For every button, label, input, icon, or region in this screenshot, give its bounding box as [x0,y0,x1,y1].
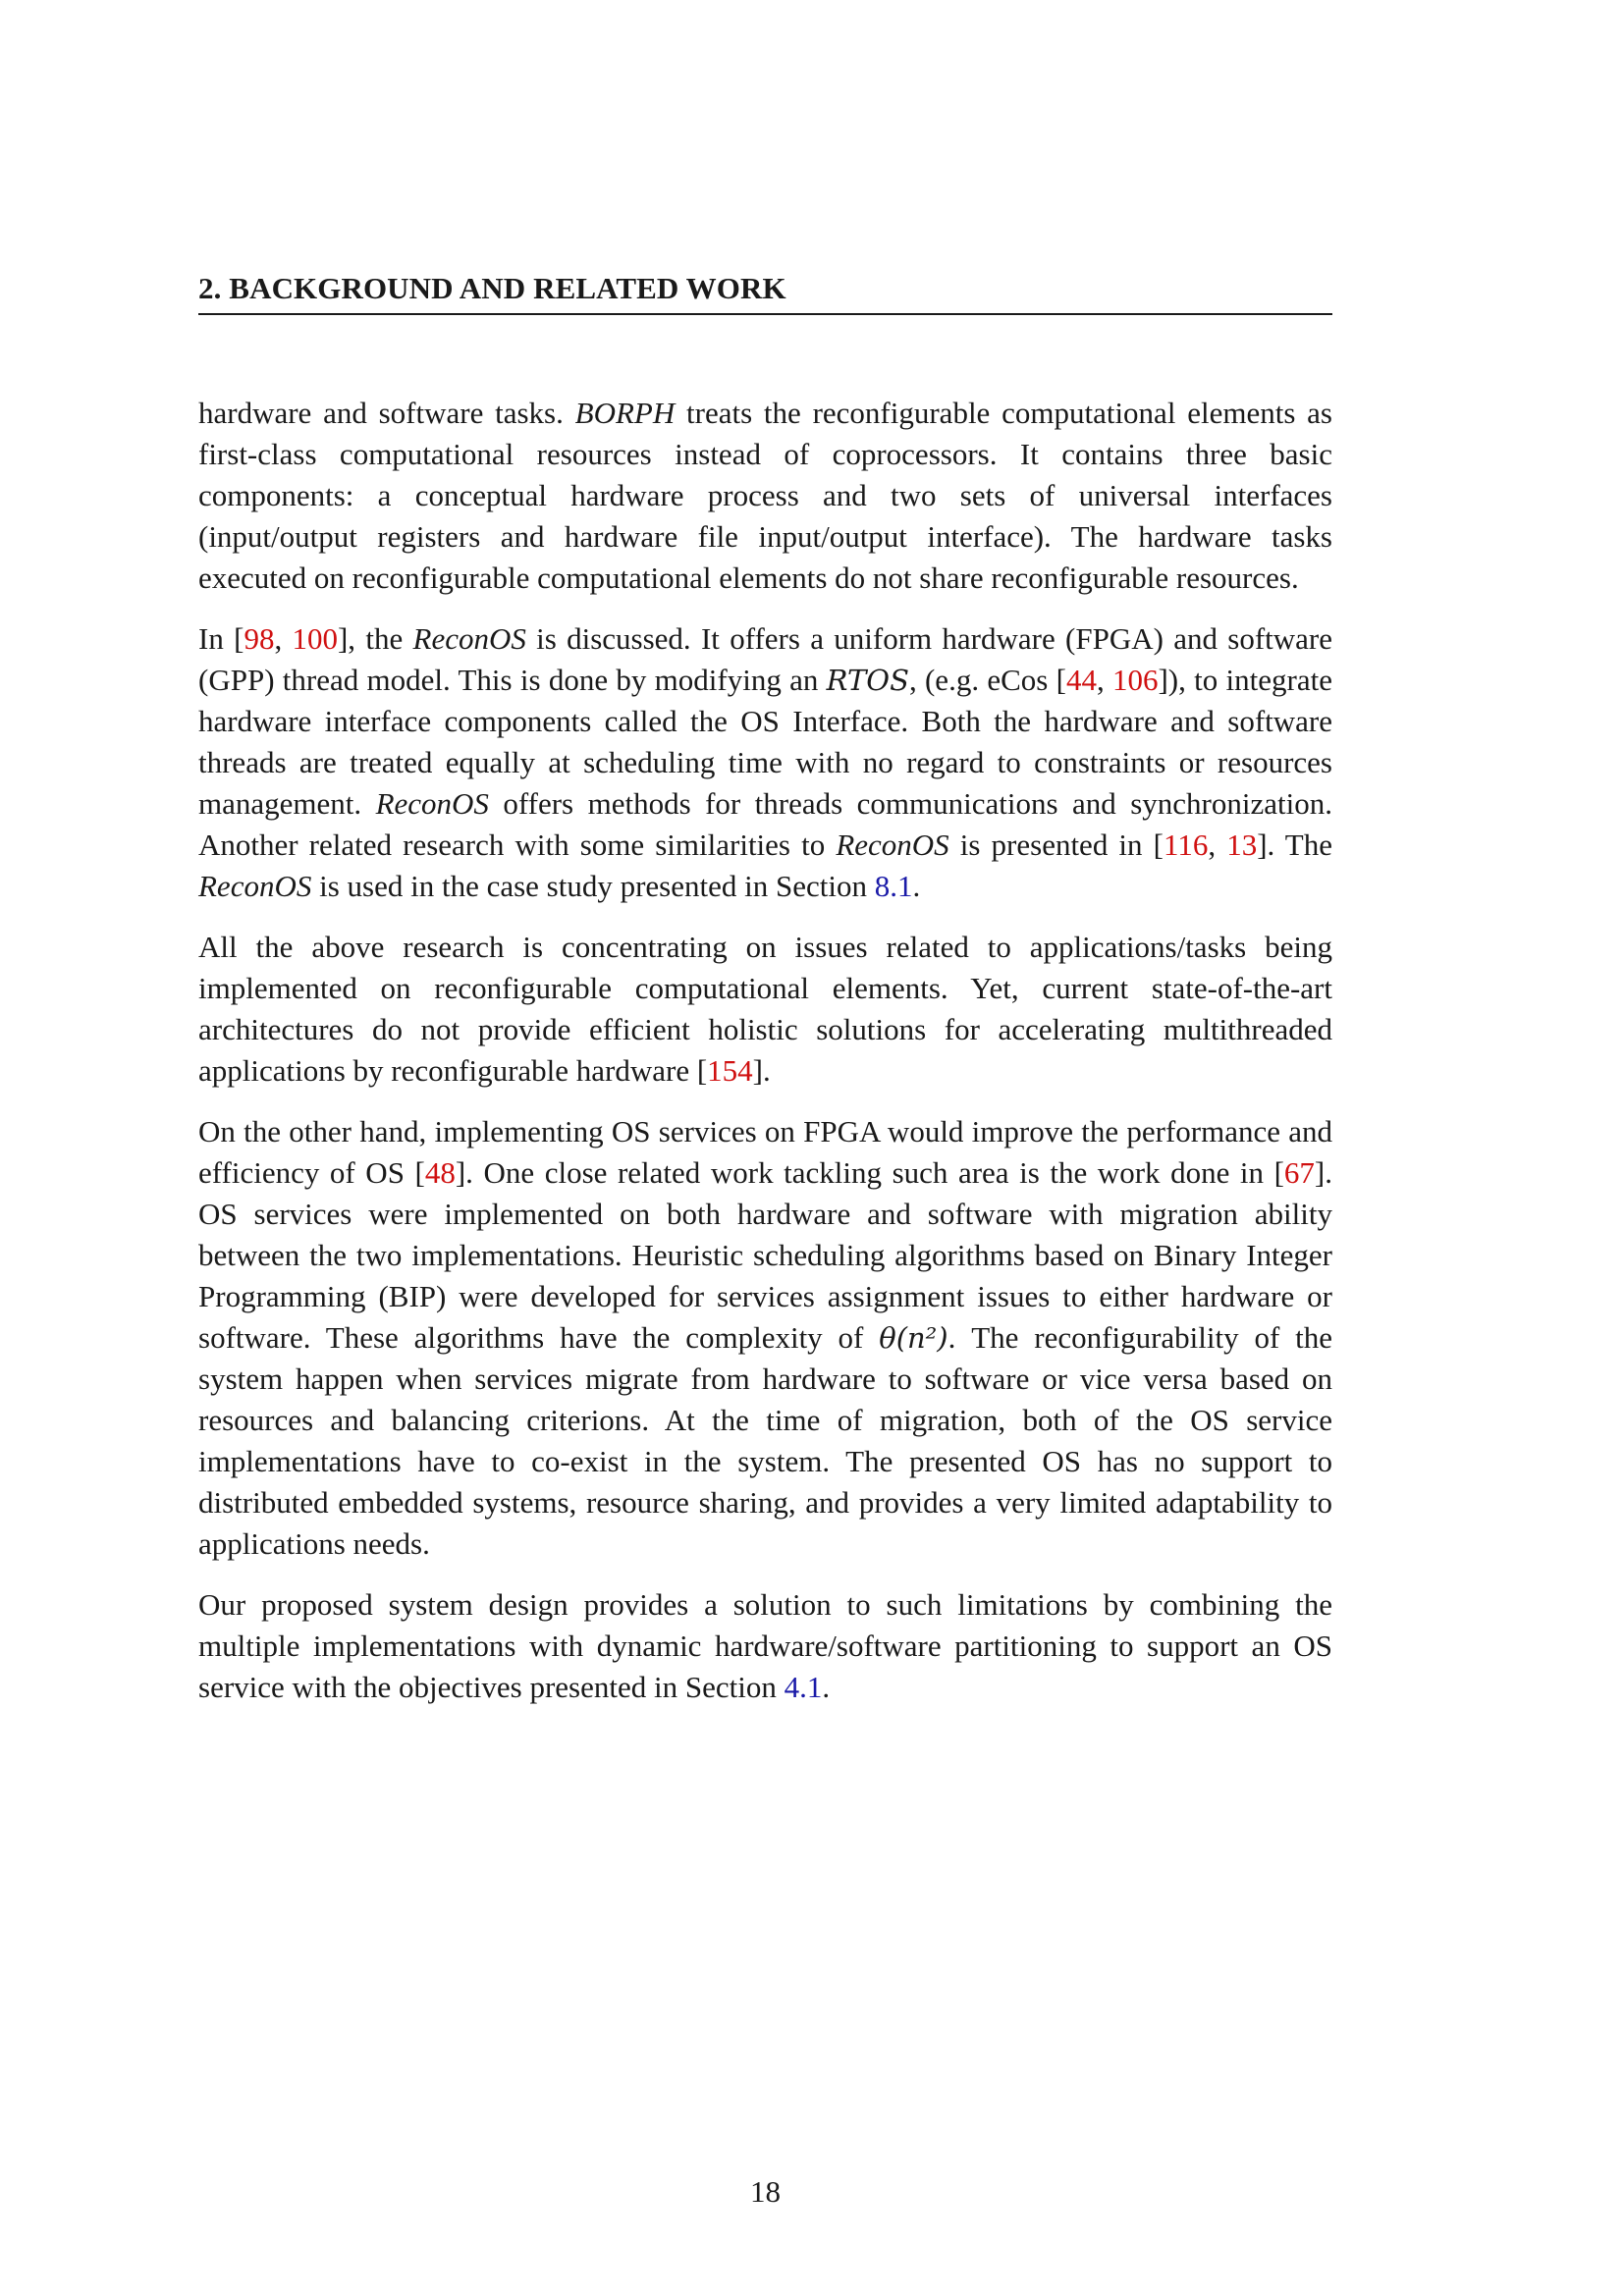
text-run: . [912,869,921,903]
paragraph [198,618,1332,907]
text-run: ]. OS services were implemented on both hardware and software with migration ability between the two implementations. Heuristic scheduling algorithms based on Binary Integer Programming (BIP) were developed for services assignment issues to either hardware or software. These algorithms have the complexity of [198,1155,1332,1355]
emphasis: ReconOS [375,786,489,821]
citation-link[interactable]: 67 [1283,1155,1315,1190]
text-run: ]. The [1257,828,1333,862]
paragraph [198,1584,1332,1708]
section-link[interactable]: 4.1 [784,1670,823,1704]
math-expression: RTOS [826,664,909,697]
citation-link[interactable]: 116 [1163,828,1209,862]
text-run: On the other hand, implementing OS services on FPGA would improve the performance and efficiency of OS [ [198,1114,1332,1190]
body-text [198,393,1332,1728]
paragraph [198,1111,1332,1565]
document-page [198,0,1332,2296]
paragraph [198,393,1332,599]
section-link[interactable]: 8.1 [874,869,913,903]
text-run: offers methods for threads communications and synchronization. Another related research with some similarities to [198,786,1332,862]
math-expression: θ(n²) [879,1321,948,1355]
text-run: ]. [752,1053,771,1088]
text-run: ]), to integrate hardware interface components called the OS Interface. Both the hardware and software threads are treated equally at scheduling time with no regard to constraints or resources management. [198,663,1332,821]
citation-link[interactable]: 98 [244,621,275,656]
text-run: , [274,621,293,656]
text-run: . [822,1670,831,1704]
text-run: Our proposed system design provides a solution to such limitations by combining the multiple implementations with dynamic hardware/software partitioning to support an OS service with the objectives presented in Section [198,1587,1332,1704]
text-run: is discussed. It offers a uniform hardware (FPGA) and software (GPP) thread model. This is done by modifying an [198,621,1332,697]
citation-link[interactable]: 106 [1111,663,1159,697]
text-run: . The reconfigurability of the system happen when services migrate from hardware to software or vice versa based on resources and balancing criterions. At the time of migration, both of the OS service implementations have to co-exist in the system. The presented OS has no support to distributed embedded systems, resource sharing, and provides a very limited adaptability to applications needs. [198,1320,1333,1561]
citation-link[interactable]: 100 [292,621,338,656]
text-run: , [1096,663,1112,697]
page-number: 18 [750,2174,781,2209]
citation-link[interactable]: 48 [424,1155,456,1190]
text-run: treats the reconfigurable computational elements as first-class computational resources instead of coprocessors. It contains three basic components: a conceptual hardware process and two sets of universal interfaces (input/output registers and hardware file input/output interface). The hardware tasks executed on reconfigurable computational elements do not share reconfigurable resources. [198,396,1332,595]
text-run: , [1208,828,1227,862]
text-run: hardware and software tasks. [198,396,575,430]
emphasis: ReconOS [412,621,526,656]
emphasis: ReconOS [836,828,949,862]
text-run: is presented in [ [948,828,1164,862]
emphasis: ReconOS [198,869,312,903]
text-run: All the above research is concentrating on issues related to applications/tasks being implemented on reconfigurable computational elements. Yet, current state-of-the-art architectures do not provide efficient holistic solutions for accelerating multithreaded applications by reconfigurable hardware [ [198,930,1332,1088]
running-head: 2. BACKGROUND AND RELATED WORK [198,270,1332,315]
text-run: ], the [337,621,413,656]
text-run: , (e.g. eCos [ [908,663,1066,697]
citation-link[interactable]: 13 [1226,828,1258,862]
text-run: is used in the case study presented in Section [311,869,875,903]
text-run: In [ [198,621,244,656]
citation-link[interactable]: 154 [707,1053,753,1088]
citation-link[interactable]: 44 [1065,663,1097,697]
paragraph [198,927,1332,1092]
emphasis: BORPH [574,396,676,430]
text-run: ]. One close related work tackling such area is the work done in [ [455,1155,1284,1190]
